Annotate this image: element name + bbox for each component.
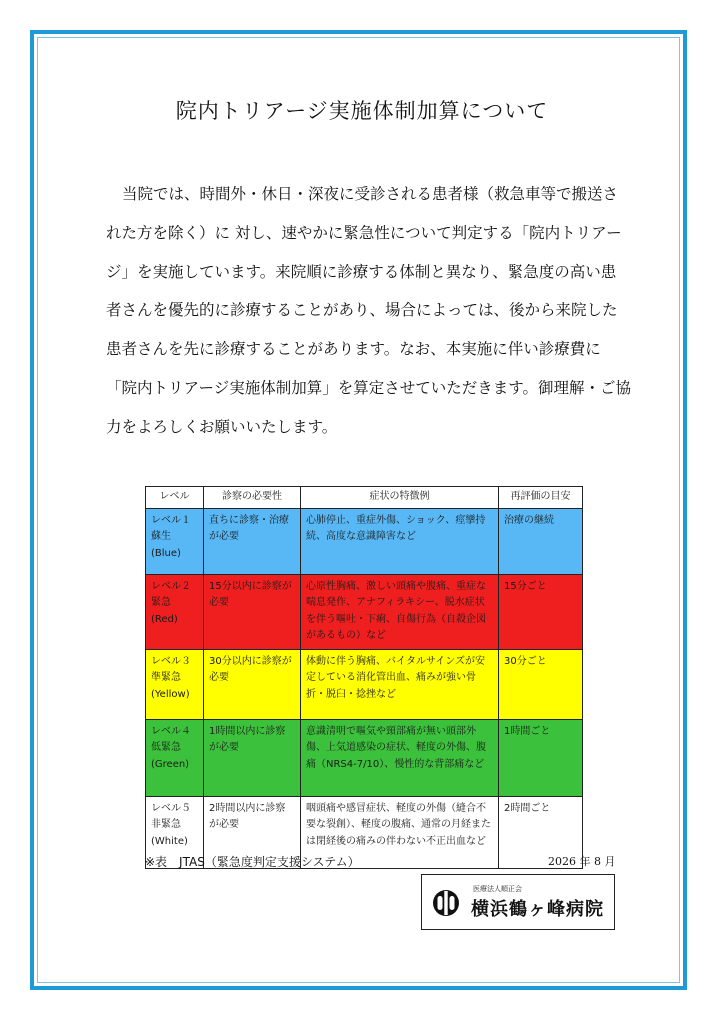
table-row [146,649,583,719]
hospital-corporation: 医療法人順正会 [473,885,522,893]
table-row [146,719,583,796]
symptoms-cell: 体動に伴う胸痛、バイタルサインズが安定している消化管出血、痛みが強い骨折・脱臼・捻挫など [301,649,499,719]
reassess-cell: 1時間ごと [499,719,583,796]
level-color-name: (White) [151,835,188,847]
level-number: レベル５ [151,802,191,814]
hospital-name: 横浜鶴ヶ峰病院 [471,899,604,920]
header-reassess: 再評価の目安 [499,487,583,509]
level-color-name: (Red) [151,613,178,625]
paragraph-line: れた方を除く）に 対し、速やかに緊急性について判定する「院内トリアー [106,223,622,242]
paragraph-line: 患者さんを先に診療することがあります。なお、本実施に伴い診療費に [106,340,601,359]
level-number: レベル４ [151,725,191,737]
level-name: 準緊急 [151,672,181,683]
table-row [146,508,583,574]
reassess-cell: 2時間ごと [499,796,583,868]
level-color-name: (Green) [151,758,190,770]
hospital-signature-box [421,874,615,930]
symptoms-cell: 意識清明で嘔気や頸部痛が無い頭部外傷、上気道感染の症状、軽度の外傷、腹痛（NRS4-7/10）、慢性的な背部痛など [301,719,499,796]
triage-level-table [145,486,583,869]
symptoms-cell: 心肺停止、重症外傷、ショック、痙攣持続、高度な意識障害など [301,508,499,574]
level-name: 緊急 [151,597,171,608]
need-cell: 1時間以内に診察が必要 [204,719,301,796]
need-cell: 30分以内に診察が必要 [204,649,301,719]
level-number: レベル２ [151,580,191,592]
paragraph-line: 「院内トリアージ実施体制加算」を算定させていただきます。御理解・ご協 [106,378,631,397]
table-row [146,574,583,649]
table-header-row [146,487,583,509]
header-need: 診察の必要性 [204,487,301,509]
notice-paragraph [106,175,631,447]
level-cell [146,574,204,649]
header-symptoms: 症状の特徴例 [301,487,499,509]
reassess-cell: 15分ごと [499,574,583,649]
level-cell [146,508,204,574]
reassess-cell: 治療の継続 [499,508,583,574]
table-source-note: ※表 JTAS（緊急度判定支援システム） [145,855,360,869]
paragraph-line: ジ」を実施しています。来院順に診療する体制と異なり、緊急度の高い患 [106,262,617,281]
level-color-name: (Yellow) [151,688,190,700]
level-cell [146,719,204,796]
level-number: レベル１ [151,514,191,526]
level-name: 蘇生 [151,531,171,542]
reassess-cell: 30分ごと [499,649,583,719]
level-cell [146,649,204,719]
paragraph-line: 力をよろしくお願いいたします。 [106,417,338,436]
need-cell: 直ちに診察・治療が必要 [204,508,301,574]
paragraph-line: 当院では、時間外・休日・深夜に受診される患者様（救急車等で搬送さ [122,185,619,203]
issue-date: 2026 年 8 月 [548,855,616,868]
symptoms-cell: 心原性胸痛、激しい頭痛や腹痛、重症な喘息発作、アナフィラキシー、脱水症状を伴う嘔吐・下痢、自傷行為（自殺企図があるもの）など [301,574,499,649]
level-color-name: (Blue) [151,547,181,559]
symptoms-cell: 咽頭痛や感冒症状、軽度の外傷（縫合不要な裂創）、軽度の腹痛、通常の月経または閉経後の痛みの伴わない不正出血など [301,796,499,868]
need-cell: 2時間以内に診察が必要 [204,796,301,868]
paragraph-line: 者さんを優先的に診療することがあり、場合によっては、後から来院した [106,301,618,320]
hospital-logo-icon [431,888,461,918]
header-level: レベル [146,487,204,509]
need-cell: 15分以内に診察が必要 [204,574,301,649]
level-name: 低緊急 [151,742,181,753]
page-title: 院内トリアージ実施体制加算について [175,99,549,123]
level-number: レベル３ [151,655,191,667]
level-name: 非緊急 [151,819,181,830]
